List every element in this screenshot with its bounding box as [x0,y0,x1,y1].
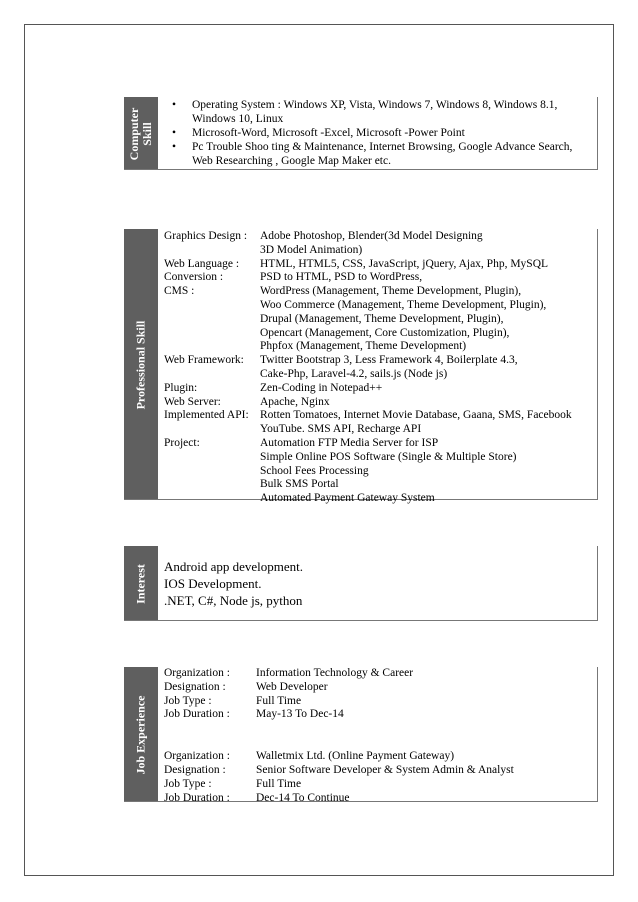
skill-row-value: Cake-Php, Laravel-4.2, sails.js (Node js) [260,367,448,380]
job-row [164,681,514,695]
skill-row-value: Automated Payment Gateway System [260,492,435,505]
skill-item-cont: Windows 10, Linux [192,113,284,125]
job-row-label: Designation : [164,680,226,693]
computer-skill-content [158,98,572,168]
job-row [164,708,514,722]
skill-row-label: Web Server: [164,395,221,408]
skill-row-value: Opencart (Management, Core Customization, Plugin), [260,326,510,339]
job-row-value: May-13 To Dec-14 [256,708,344,721]
skill-row-label: Conversion : [164,271,224,284]
skill-row-label [164,327,260,341]
skill-row-label: Implemented API: [164,409,249,422]
skill-row-label [164,465,260,479]
interest-item: IOS Development. [164,576,262,591]
job-row [164,792,514,806]
interest-item: .NET, C#, Node js, python [164,593,303,608]
skill-row [164,423,572,437]
skill-row [164,354,572,368]
job-row-value: Walletmix Ltd. (Online Payment Gateway) [256,750,455,763]
skill-row-label [164,299,260,313]
skill-row-value: YouTube. SMS API, Recharge API [260,423,422,436]
skill-row [164,478,572,492]
skill-row [164,244,572,258]
job-row-label: Job Duration : [164,708,230,721]
skill-row-value: Zen-Coding in Notepad++ [260,381,383,394]
skill-row-value: School Fees Processing [260,464,369,477]
skill-row-value: Woo Commerce (Management, Theme Development, Plugin), [260,298,547,311]
skill-row-label [164,423,260,437]
skill-row-label: CMS : [164,285,195,298]
interest-content [164,558,303,609]
skill-row-value: Phpfox (Management, Theme Development) [260,340,467,353]
skill-row-label: Graphics Design : [164,230,248,242]
skill-row [164,258,572,272]
job-row-label: Job Type : [164,694,212,707]
job-row-label: Organization : [164,667,230,679]
skill-row [164,396,572,410]
skill-row-label: Web Language : [164,257,240,270]
skill-row-value: Twitter Bootstrap 3, Less Framework 4, Boilerplate 4.3, [260,354,518,367]
job-row [164,667,514,681]
skill-row-label [164,368,260,382]
skill-row-value: Adobe Photoshop, Blender(3d Model Designing [260,230,483,242]
job-row-value: Full Time [256,694,302,707]
skill-row-label [164,451,260,465]
skill-row [164,271,572,285]
skill-row-value: Drupal (Management, Theme Development, Plugin), [260,312,504,325]
skill-item-cont: Web Researching , Google Map Maker etc. [192,155,391,167]
skill-row-label [164,478,260,492]
job-row [164,695,514,709]
job-row [164,778,514,792]
skill-item: • Operating System : Windows XP, Vista, Windows 7, Windows 8, Windows 8.1, [158,98,572,112]
skill-row [164,492,572,506]
skill-row [164,299,572,313]
skill-row-label [164,244,260,258]
skill-row-value: PSD to HTML, PSD to WordPress, [260,271,423,284]
skill-row-label: Web Framework: [164,354,244,367]
job-row [164,764,514,778]
job-row-value: Web Developer [256,680,328,693]
skill-row-label: Plugin: [164,381,198,394]
skill-row-value: Bulk SMS Portal [260,478,339,491]
job-experience-heading: Job Experience [133,695,148,774]
skill-item: • Microsoft-Word, Microsoft -Excel, Microsoft -Power Point [158,126,572,140]
job-row-value: Senior Software Developer & System Admin & Analyst [256,763,514,776]
job-row-value: Dec-14 To Continue [256,791,350,804]
skill-row [164,327,572,341]
computer-skill-heading: Computer Skill [127,107,154,160]
skill-row [164,230,572,244]
interest-item: Android app development. [164,559,303,574]
skill-row-value: 3D Model Animation) [260,243,363,256]
professional-skill-heading: Professional Skill [133,320,148,409]
skill-row-value: Simple Online POS Software (Single & Multiple Store) [260,450,517,463]
job-row-label: Organization : [164,750,230,763]
skill-row [164,368,572,382]
skill-row-label [164,340,260,354]
skill-row-label [164,492,260,506]
skill-row [164,285,572,299]
job-entry [164,667,514,722]
skill-row [164,437,572,451]
skill-row-value: HTML, HTML5, CSS, JavaScript, jQuery, Ajax, Php, MySQL [260,257,549,270]
job-row-value: Full Time [256,777,302,790]
skill-row-value: Automation FTP Media Server for ISP [260,436,439,449]
job-row [164,750,514,764]
skill-row-value: WordPress (Management, Theme Development, Plugin), [260,285,522,298]
skill-row-label [164,313,260,327]
job-entry [164,750,514,805]
job-row-label: Designation : [164,763,226,776]
interest-heading: Interest [133,563,148,604]
skill-row [164,382,572,396]
skill-row [164,313,572,327]
job-experience-content [164,667,514,805]
professional-skill-content [164,230,572,506]
skill-item: • Pc Trouble Shoo ting & Maintenance, Internet Browsing, Google Advance Search, [158,140,572,154]
job-row-label: Job Type : [164,777,212,790]
skill-row-value: Apache, Nginx [260,395,330,408]
job-row-label: Job Duration : [164,791,230,804]
job-row-value: Information Technology & Career [256,667,414,679]
skill-row [164,409,572,423]
skill-row [164,340,572,354]
skill-row-label: Project: [164,436,200,449]
skill-row [164,451,572,465]
skill-row-value: Rotten Tomatoes, Internet Movie Database, Gaana, SMS, Facebook [260,409,572,422]
skill-row [164,465,572,479]
